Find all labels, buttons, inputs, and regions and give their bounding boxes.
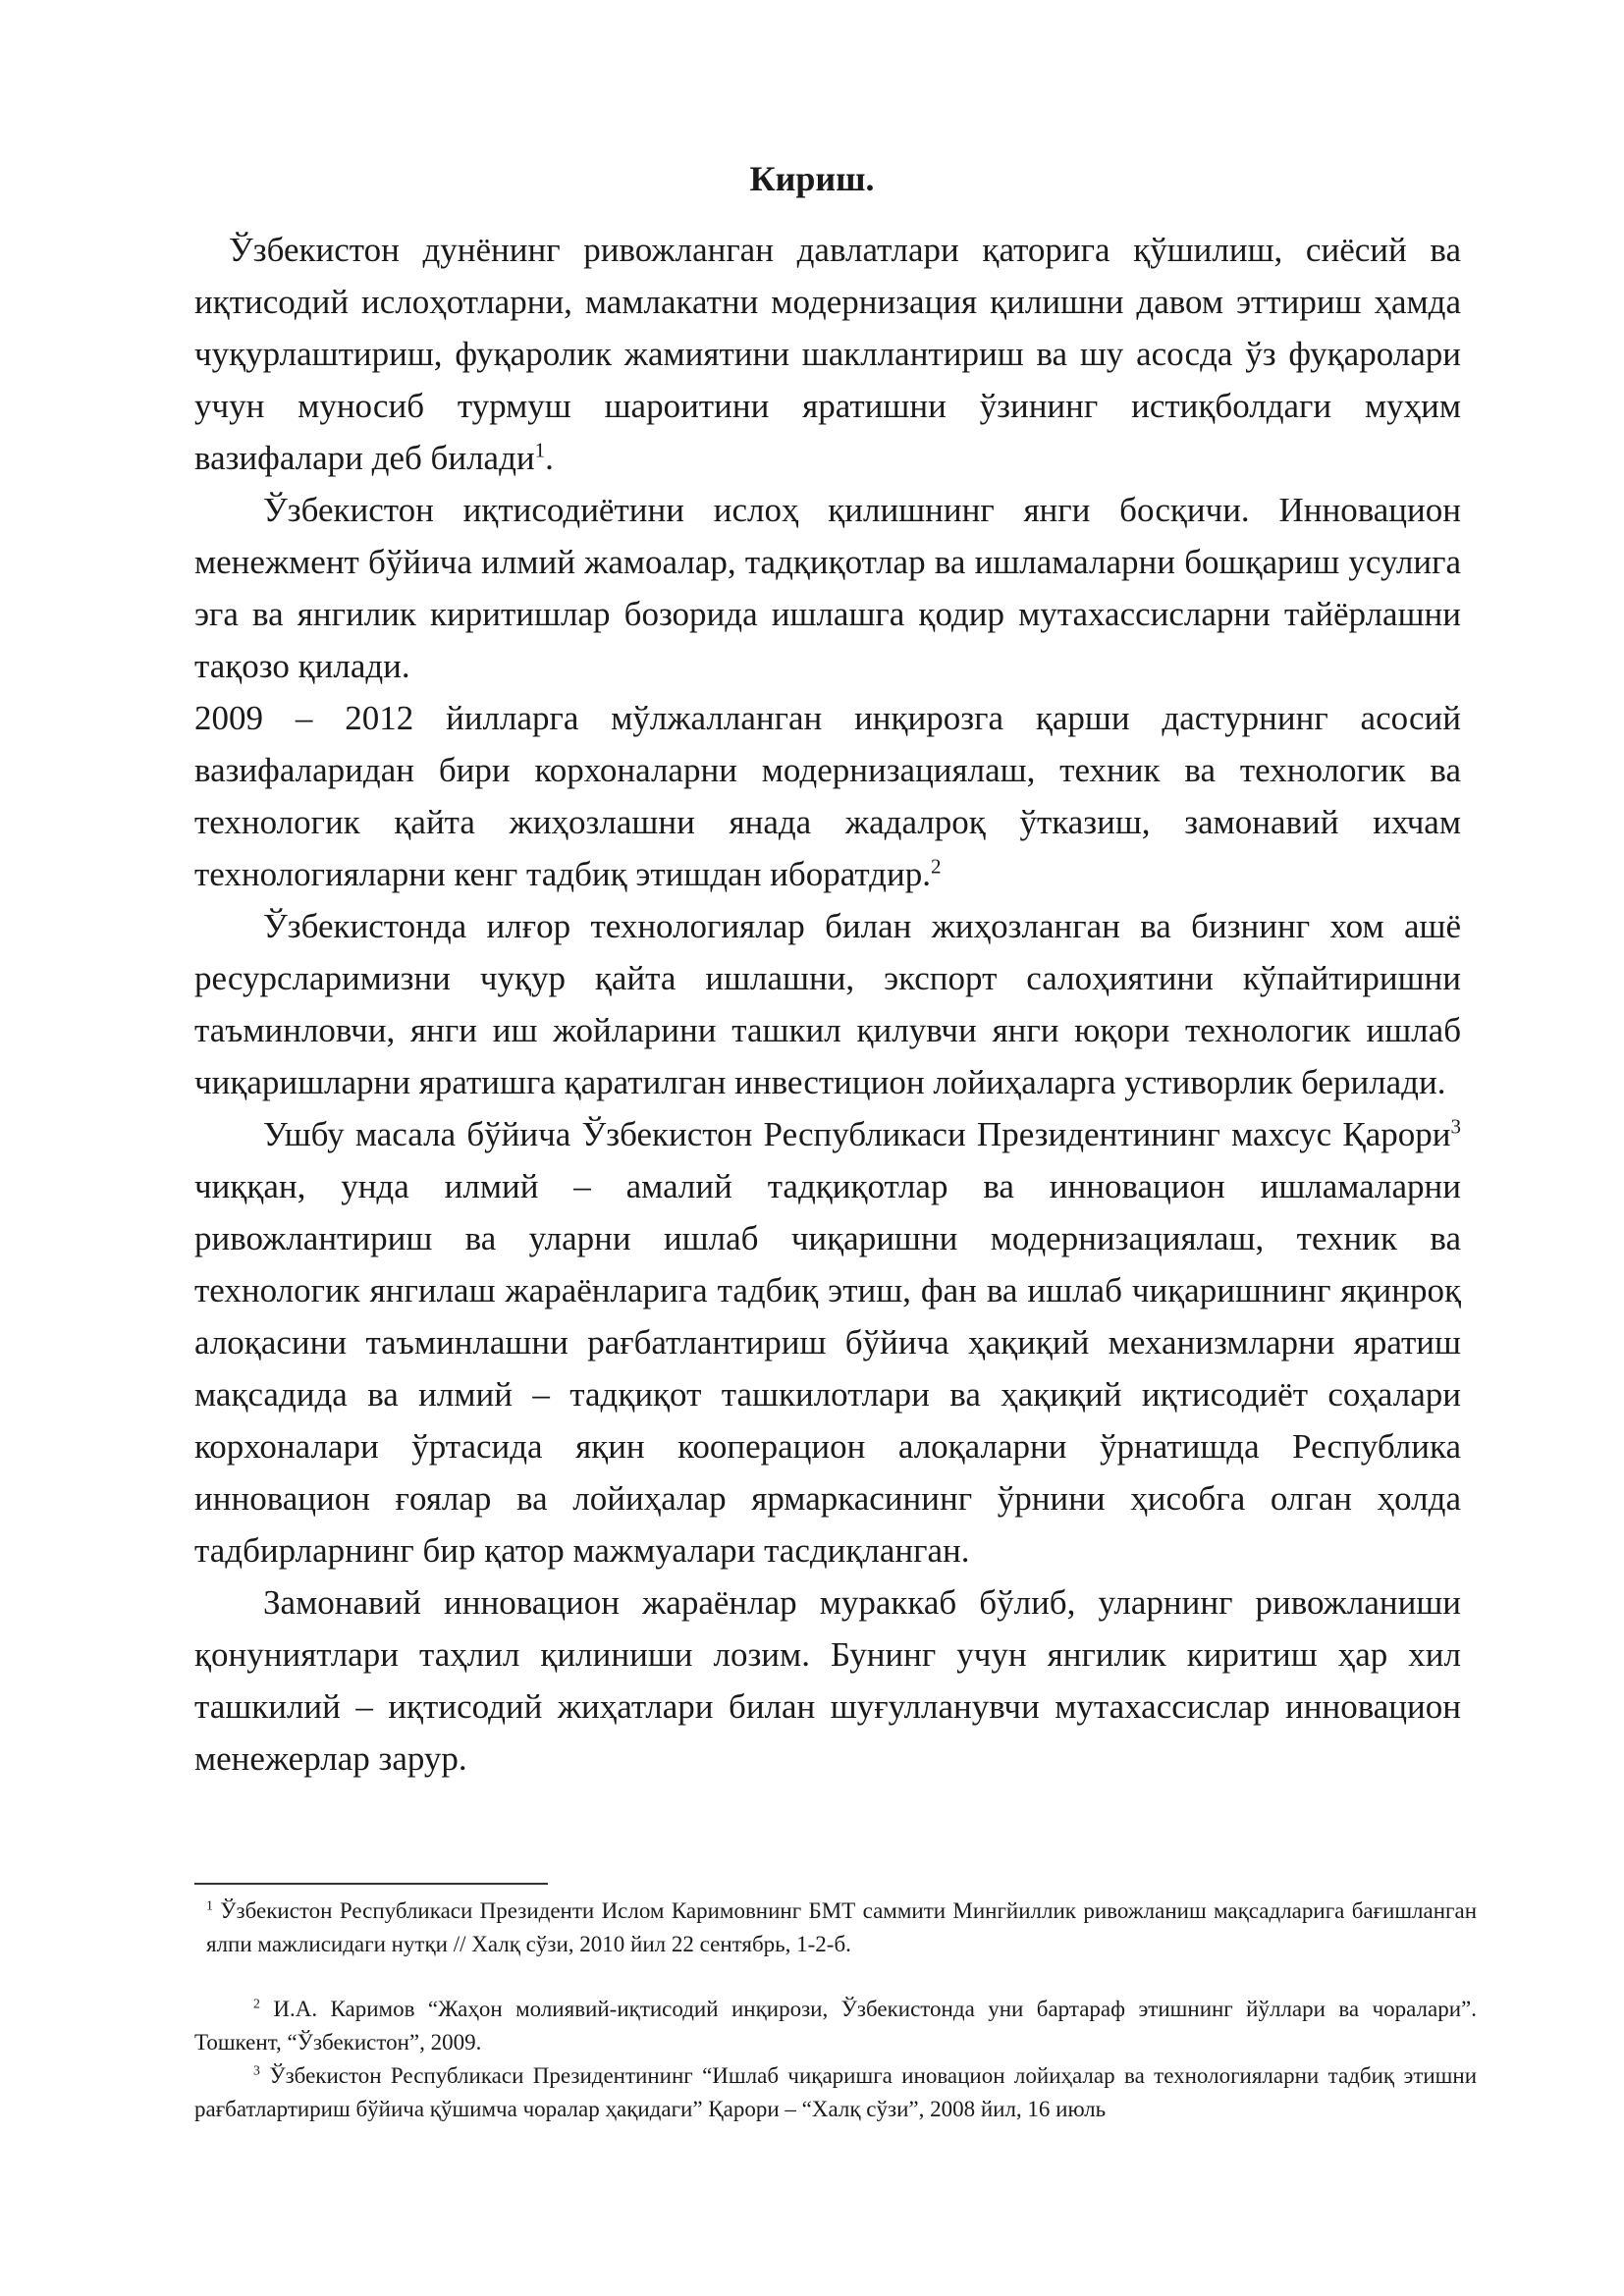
footnote-3	[194, 2059, 1477, 2126]
footnotes	[194, 1895, 1477, 2126]
footnote-1	[194, 1895, 1477, 1961]
paragraph-text: 2009 – 2012 йилларга мўлжалланган инқирозга қарши дастурнинг асосий вазифаларидан бири корхоналарни модернизациялаш, техник ва технологик ва технологик қайта жиҳозлашни янада жадалроқ ўтказиш, замонавий ихчам технологияларни кенг тадбиқ этишдан иборатдир.	[194, 699, 1461, 893]
paragraph-tail: .	[545, 439, 554, 477]
paragraph-6	[194, 1576, 1461, 1785]
footnote-text: Ўзбекистон Республикаси Президенти Ислом Каримовнинг БМТ саммити Мингйиллик ривожланиш мақсадларига бағишланган ялпи мажлисидаги нутқи // Халқ сўзи, 2010 йил 22 сентябрь, 1-2-б.	[206, 1898, 1477, 1956]
paragraph-text: Замонавий инновацион жараёнлар мураккаб бўлиб, уларнинг ривожланиши қонуниятлари таҳлил қилиниши лозим. Бунинг учун янгилик киритиш ҳар хил ташкилий – иқтисодий жиҳатлари билан шуғулланувчи мутахассислар инновацион менежерлар зарур.	[194, 1583, 1461, 1778]
footnote-mark: 1	[206, 1897, 213, 1913]
paragraph-2	[194, 484, 1461, 692]
footnote-text: И.А. Каримов “Жаҳон молиявий-иқтисодий инқирози, Ўзбекистонда уни бартараф этишнинг йўллари ва чоралари”. Тошкент, “Ўзбекистон”, 2009.	[194, 1997, 1478, 2055]
footnote-ref: 1	[534, 438, 546, 462]
paragraph-tail: чиққан, унда илмий – амалий тадқиқотлар ва инновацион ишламаларни ривожлантириш ва уларни ишлаб чиқаришни модернизациялаш, техник ва технологик янгилаш жараёнларига тадбиқ этиш, фан ва ишлаб чиқаришнинг яқинроқ алоқасини таъминлашни рағбатлантириш бўйича ҳақиқий механизмларни яратиш мақсадида ва илмий – тадқиқот ташкилотлари ва ҳақиқий иқтисодиёт соҳалари корхоналари ўртасида яқин кооперацион алоқаларни ўрнатишда Республика инновацион ғоялар ва лойиҳалар ярмаркасининг ўрнини ҳисобга олган ҳолда тадбирларнинг бир қатор мажмуалари тасдиқланган.	[194, 1167, 1461, 1570]
paragraph-text: Ўзбекистонда илғор технологиялар билан жиҳозланган ва бизнинг хом ашё ресурсларимизни чуқур қайта ишлашни, экспорт салоҳиятини кўпайтиришни таъминловчи, янги иш жойларини ташкил қилувчи янги юқори технологик ишлаб чиқаришларни яратишга қаратилган инвестицион лойиҳаларга устиворлик берилади.	[194, 907, 1461, 1101]
paragraph-text: Ўзбекистон иқтисодиётини ислоҳ қилишнинг янги босқичи. Инновацион менежмент бўйича илмий жамоалар, тадқиқотлар ва ишламаларни бошқариш усулига эга ва янгилик киритишлар бозорида ишлашга қодир мутахассисларни тайёрлашни тақозо қилади.	[194, 491, 1461, 685]
footnote-2	[194, 1993, 1477, 2059]
footnote-ref: 2	[930, 854, 942, 879]
page-title: Кириш.	[749, 159, 875, 198]
footnote-mark: 2	[253, 1996, 260, 2011]
footnote-text: Ўзбекистон Республикаси Президентининг “Ишлаб чиқаришга иновацион лойиҳалар ва технологияларни тадбиқ этишни рағбатлартириш бўйича қўшимча чоралар ҳақидаги” Қарори – “Халқ сўзи”, 2008 йил, 16 июль	[194, 2063, 1478, 2121]
paragraph-5	[194, 1108, 1461, 1576]
footnote-separator	[194, 1883, 548, 1885]
footnote-ref: 3	[1450, 1114, 1461, 1139]
paragraph-3	[194, 692, 1461, 900]
paragraph-text: Ушбу масала бўйича Ўзбекистон Республикаси Президентининг махсус Қарори	[263, 1115, 1451, 1153]
paragraph-text: Ўзбекистон дунёнинг ривожланган давлатлари қаторига қўшилиш, сиёсий ва иқтисодий ислоҳотларни, мамлакатни модернизация қилишни давом эттириш ҳамда чуқурлаштириш, фуқаролик жамиятини шакллантириш ва шу асосда ўз фуқаролари учун муносиб турмуш шароитини яратишни ўзининг истиқболдаги муҳим вазифалари деб билади	[194, 231, 1461, 477]
footnote-mark: 3	[253, 2062, 260, 2078]
body-text	[194, 224, 1461, 1785]
paragraph-1	[194, 224, 1461, 484]
paragraph-4	[194, 900, 1461, 1108]
